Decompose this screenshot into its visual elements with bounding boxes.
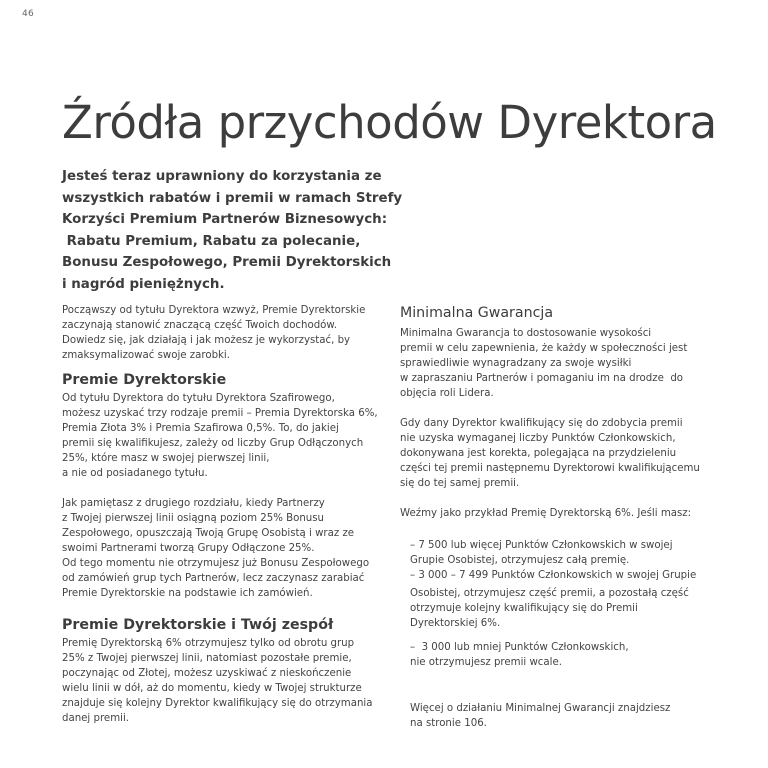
text-line: z Twojej pierwszej linii osiągną poziom 25% Bonusu xyxy=(62,513,325,524)
text-line: możesz uzyskać trzy rodzaje premii – Premia Dyrektorska 6%, xyxy=(62,408,378,419)
more-info-paragraph xyxy=(400,701,720,731)
text-line: Grupie Osobistej, otrzymujesz całą premię. xyxy=(410,555,630,566)
text-line: Premię Dyrektorską 6% otrzymujesz tylko od obrotu grup xyxy=(62,638,355,649)
text-line: poczynając od Złotej, możesz uzyskiwać z nieskończenie xyxy=(62,668,352,679)
text-line: Jak pamiętasz z drugiego rozdziału, kiedy Partnerzy xyxy=(62,498,325,509)
page-number: 46 xyxy=(22,9,35,19)
text-line: Od tego momentu nie otrzymujesz już Bonusu Zespołowego xyxy=(62,558,370,569)
intro-line: i nagród pieniężnych. xyxy=(62,276,225,292)
text-line: nie uzyska wymaganej liczby Punktów Członkowskich, xyxy=(400,433,676,444)
text-line: od zamówień grup tych Partnerów, lecz zaczynasz zarabiać xyxy=(62,573,365,584)
page-title: Źródła przychodów Dyrektora xyxy=(62,96,717,149)
text-line: dokonywana jest korekta, polegająca na przydzieleniu xyxy=(400,448,677,459)
example-list-item xyxy=(400,640,720,670)
text-line: Premie Dyrektorskie na podstawie ich zamówień. xyxy=(62,588,313,599)
text-line: części tej premii następnemu Dyrektorowi kwalifikującemu xyxy=(400,463,700,474)
text-line: – 7 500 lub więcej Punktów Członkowskich w swojej xyxy=(410,540,673,551)
text-line: zaczynają stanowić znaczącą część Twoich dochodów. xyxy=(62,320,338,331)
intro-line: Bonusu Zespołowego, Premii Dyrektorskich xyxy=(62,255,392,270)
text-line: 25%, które masz w swojej pierwszej linii, xyxy=(62,453,270,464)
example-paragraph xyxy=(400,506,720,521)
text-line: w zapraszaniu Partnerów i pomaganiu im na drodze do xyxy=(400,373,684,384)
text-line: danej premii. xyxy=(62,713,130,724)
text-line: Dowiedz się, jak działają i jak możesz je wykorzystać, by xyxy=(62,335,351,346)
text-line: Dyrektorskiej 6%. xyxy=(410,618,501,629)
team-paragraph xyxy=(62,636,372,726)
text-line: Osobistej, otrzymujesz część premii, a pozostałą część xyxy=(410,588,689,599)
text-line: się do tej samej premii. xyxy=(400,478,520,489)
intro-line: wszystkich rabatów i premii w ramach Strefy xyxy=(62,190,403,206)
text-line: premii w celu zapewnienia, że każdy w społeczności jest xyxy=(400,343,688,354)
text-line: 25% z Twojej pierwszej linii, natomiast pozostałe premie, xyxy=(62,653,352,664)
example-list-item xyxy=(400,538,720,583)
correction-paragraph xyxy=(400,416,720,491)
text-line: Gdy dany Dyrektor kwalifikujący się do zdobycia premii xyxy=(400,418,683,429)
text-line: premii się kwalifikujesz, zależy od liczby Grup Odłączonych xyxy=(62,438,364,449)
intro-paragraph xyxy=(62,166,403,295)
left-column xyxy=(62,303,378,726)
text-line: Minimalna Gwarancja to dostosowanie wysokości xyxy=(400,328,652,339)
section-heading-gwarancja: Minimalna Gwarancja xyxy=(400,305,554,321)
intro-line: Korzyści Premium Partnerów Biznesowych: xyxy=(62,212,388,227)
text-line: swoimi Partnerami tworzą Grupy Odłączone 25%. xyxy=(62,543,315,554)
text-line: – 3 000 – 7 499 Punktów Członkowskich w swojej Grupie xyxy=(410,570,697,581)
directors-intro-paragraph xyxy=(62,303,372,363)
text-line: zmaksymalizować swoje zarobki. xyxy=(62,350,231,361)
text-line: Premia Złota 3% i Premia Szafirowa 0,5%. To, do jakiej xyxy=(62,423,339,434)
text-line: wielu linii w dół, aż do momentu, kiedy w Twojej strukturze xyxy=(62,683,362,694)
text-line: Od tytułu Dyrektora do tytułu Dyrektora Szafirowego, xyxy=(62,393,335,404)
text-line: Więcej o działaniu Minimalnej Gwarancji znajdziesz xyxy=(410,703,671,714)
text-line: Zespołowego, opuszczają Twoją Grupę Osobistą i wraz ze xyxy=(62,528,355,539)
section-heading-premie: Premie Dyrektorskie xyxy=(62,372,227,388)
right-column xyxy=(400,306,720,731)
text-line: nie otrzymujesz premii wcale. xyxy=(410,657,562,668)
premie-paragraph xyxy=(62,391,378,481)
example-list-item xyxy=(400,586,720,631)
text-line: otrzymuje kolejny kwalifikujący się do Premii xyxy=(410,603,638,614)
intro-line: Rabatu Premium, Rabatu za polecanie, xyxy=(62,233,361,249)
text-line: sprawiedliwie wynagradzany za swoje wysiłki xyxy=(400,358,632,369)
text-line: na stronie 106. xyxy=(410,718,487,729)
text-line: znajduje się kolejny Dyrektor kwalifikujący się do otrzymania xyxy=(62,698,373,709)
section-heading-zespol: Premie Dyrektorskie i Twój zespół xyxy=(62,617,334,633)
text-line: – 3 000 lub mniej Punktów Członkowskich, xyxy=(410,642,629,653)
text-line: a nie od posiadanego tytułu. xyxy=(62,468,208,479)
guarantee-definition-paragraph xyxy=(400,326,720,401)
text-line: Począwszy od tytułu Dyrektora wzwyż, Premie Dyrektorskie xyxy=(62,305,366,316)
intro-line: Jesteś teraz uprawniony do korzystania ze xyxy=(62,169,382,184)
detached-groups-paragraph xyxy=(62,496,372,601)
text-line: objęcia roli Lidera. xyxy=(400,388,494,399)
text-line: Weźmy jako przykład Premię Dyrektorską 6%. Jeśli masz: xyxy=(400,508,692,519)
